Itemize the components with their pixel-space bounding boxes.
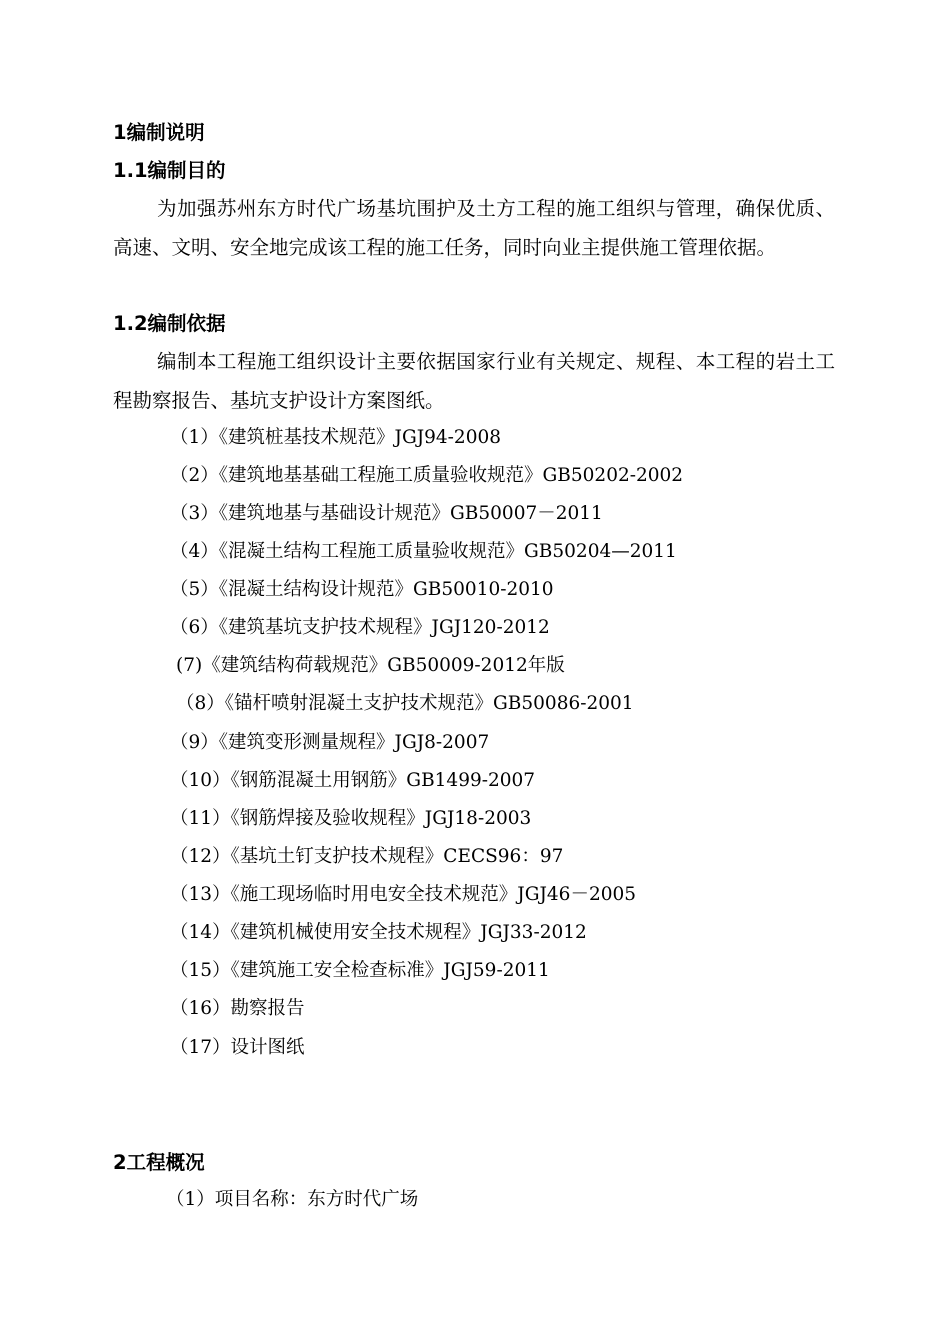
- project-name-item: （1）项目名称：东方时代广场: [166, 1189, 419, 1210]
- section-1-heading: 1编制说明: [113, 121, 205, 144]
- section-1-2-heading: 1.2编制依据: [113, 312, 226, 335]
- reference-item-12: （12）《基坑土钉支护技术规程》CECS96：97: [170, 846, 564, 867]
- section-2-heading: 2工程概况: [113, 1151, 205, 1174]
- section-1-1-paragraph: 为加强苏州东方时代广场基坑围护及土方工程的施工组织与管理，确保优质、高速、文明、安全地完成该工程的施工任务，同时向业主提供施工管理依据。: [113, 197, 835, 259]
- section-1-2-paragraph: 编制本工程施工组织设计主要依据国家行业有关规定、规程、本工程的岩土工程勘察报告、基坑支护设计方案图纸。: [113, 350, 835, 412]
- reference-item-13: （13）《施工现场临时用电安全技术规范》JGJ46－2005: [170, 884, 637, 905]
- reference-item-9: （9）《建筑变形测量规程》JGJ8-2007: [170, 732, 490, 753]
- reference-item-1: （1）《建筑桩基技术规范》JGJ94-2008: [170, 427, 502, 448]
- reference-item-14: （14）《建筑机械使用安全技术规程》JGJ33-2012: [170, 922, 587, 943]
- reference-item-5: （5）《混凝土结构设计规范》GB50010-2010: [170, 579, 554, 600]
- reference-item-3: （3）《建筑地基与基础设计规范》GB50007－2011: [170, 503, 603, 524]
- reference-item-7: (7)《建筑结构荷载规范》GB50009-2012年版: [176, 655, 565, 676]
- reference-item-4: （4）《混凝土结构工程施工质量验收规范》GB50204—2011: [170, 541, 677, 562]
- reference-item-10: （10）《钢筋混凝土用钢筋》GB1499-2007: [170, 770, 536, 791]
- reference-item-6: （6）《建筑基坑支护技术规程》JGJ120-2012: [170, 617, 550, 638]
- reference-item-15: （15）《建筑施工安全检查标准》JGJ59-2011: [170, 960, 550, 981]
- reference-item-16: （16）勘察报告: [170, 998, 305, 1019]
- reference-item-17: （17）设计图纸: [170, 1037, 305, 1058]
- reference-item-11: （11）《钢筋焊接及验收规程》JGJ18-2003: [170, 808, 532, 829]
- reference-item-2: （2）《建筑地基基础工程施工质量验收规范》GB50202-2002: [170, 465, 684, 486]
- section-1-1-heading: 1.1编制目的: [113, 159, 226, 182]
- reference-item-8: （8）《锚杆喷射混凝土支护技术规范》GB50086-2001: [176, 693, 634, 714]
